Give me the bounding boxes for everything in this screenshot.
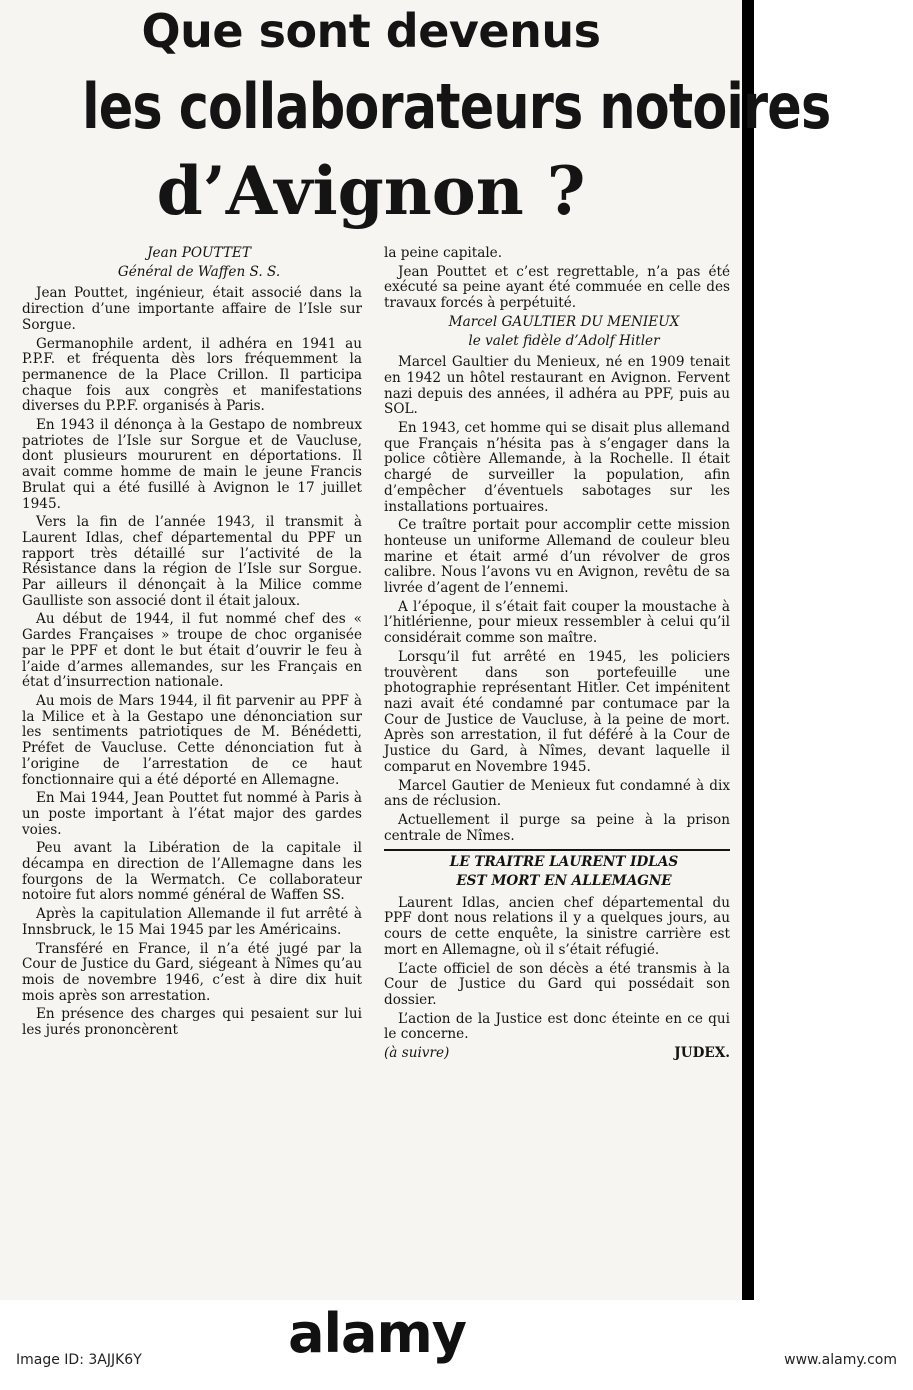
paragraph: Jean Pouttet et c’est regrettable, n’a pas été exécuté sa peine ayant été commuée en celle des travaux forcés à perpétuité. [384,263,730,312]
paragraph: Laurent Idlas, ancien chef départemental du PPF dont nous relations il y a quelques jours, au cours de cette enquête, la sinistre carrière est mort en Allemagne, où il s’était réfugié. [384,894,730,958]
section-divider [384,849,730,851]
paragraph: Peu avant la Libération de la capitale il décampa en direction de l’Allemagne dans les fourgons de la Wermatch. Ce collaborateur notoire fut alors nommé général de Waffen SS. [22,840,362,904]
paragraph: la peine capitale. [384,245,503,261]
paragraph: En présence des charges qui pesaient sur lui les jurés prononcèrent [22,1006,362,1039]
section-subtitle-gaultier: le valet fidèle d’Adolf Hitler [468,332,660,349]
scan-edge [742,0,754,1300]
article-signature [384,1046,730,1062]
paragraph: L’acte officiel de son décès a été transmis à la Cour de Justice du Gard qui possédait son dossier. [384,960,730,1008]
paragraph: Après la capitulation Allemande il fut arrêté à Innsbruck, le 15 Mai 1945 par les Américains. [22,906,362,938]
section-heading-idlas-1: LE TRAITRE LAURENT IDLAS [449,854,679,871]
paragraph: Actuellement il purge sa peine à la prison centrale de Nîmes. [384,811,730,844]
headline-line-2 [0,70,831,143]
image-id-label: Image ID: 3AJJK6Y [16,1352,142,1368]
paragraph: A l’époque, il s’était fait couper la moustache à l’hitlérienne, pour mieux ressembler à celui qu’il considérait comme son maître. [384,598,730,647]
left-column [22,246,362,1042]
right-column [384,246,730,1062]
paragraph: En 1943, cet homme qui se disait plus allemand que Français n’hésita pas à s’engager dans la police côtière Allemande, à la Rochelle. Il était chargé de surveiller la population, afin d’empêcher d’éventuels sabotages sur les installations portuaires. [384,420,730,515]
author-byline: JUDEX. [674,1045,730,1062]
headline-line-1: Que sont devenus [141,4,601,58]
alamy-logo: alamy [288,1302,466,1365]
headline-line-2-text: les collaborateurs notoires [82,70,831,143]
paragraph: Lorsqu’il fut arrêté en 1945, les policiers trouvèrent dans son portefeuille une photographie représentant Hitler. Cet impénitent nazi avait été condamné par contumace par la Cour de Justice de Vaucluse, à la peine de mort. Après son arrestation, il fut déféré à la Cour de Justice du Gard, à Nîmes, devant laquelle il comparut en Novembre 1945. [384,648,730,775]
paragraph: Jean Pouttet, ingénieur, était associé dans la direction d’une importante affaire de l’Isle sur Sorgue. [22,285,362,333]
paragraph: Au début de 1944, il fut nommé chef des « Gardes Françaises » troupe de choc organisée par le PPF et dont le but était d’ouvrir le feu à l’aide d’armes allemandes, sur les Français en état d’insurrection nationale. [22,611,362,691]
paragraph: L’action de la Justice est donc éteinte en ce qui le concerne. [384,1010,730,1043]
headline-line-3: d’Avignon ? [156,152,586,230]
paragraph: Ce traître portait pour accomplir cette mission honteuse un uniforme Allemand de couleur bleu marine et était armé d’un révolver de gros calibre. Nous l’avons vu en Avignon, revêtu de sa livrée d’agent de l’ennemi. [384,517,730,597]
section-name-pouttet: Jean POUTTET [147,245,251,261]
to-be-continued: (à suivre) [384,1045,450,1062]
section-subtitle-pouttet: Général de Waffen S. S. [117,263,281,280]
section-heading-idlas-2: EST MORT EN ALLEMAGNE [456,873,672,890]
paragraph: Vers la fin de l’année 1943, il transmit à Laurent Idlas, chef départemental du PPF un rapport très détaillé sur l’activité de la Résistance dans la région de l’Isle sur Sorgue. Par ailleurs il dénonçait à la Milice comme Gaulliste son associé dont il était jaloux. [22,514,362,609]
paragraph: Marcel Gaultier du Menieux, né en 1909 tenait en 1942 un hôtel restaurant en Avignon. Fervent nazi depuis des années, il adhéra au PPF, puis au SOL. [384,354,730,418]
paragraph: En 1943 il dénonça à la Gestapo de nombreux patriotes de l’Isle sur Sorgue et de Vaucluse, dont plusieurs moururent en déportations. Il avait comme homme de main le jeune Francis Brulat qui a été fusillé à Avignon le 17 juillet 1945. [22,417,362,512]
site-url: www.alamy.com [784,1352,897,1368]
paragraph: Germanophile ardent, il adhéra en 1941 au P.P.F. et fréquenta dès lors fréquemment la permanence de la Place Crillon. Il participa chaque fois aux congrès et manifestations diverses du P.P.F. organisés à Paris. [22,335,362,415]
section-name-gaultier: Marcel GAULTIER DU MENIEUX [448,313,680,330]
paragraph: En Mai 1944, Jean Pouttet fut nommé à Paris à un poste important à l’état major des gardes voies. [22,790,362,838]
paragraph: Transféré en France, il n’a été jugé par la Cour de Justice du Gard, siégeant à Nîmes qu’au mois de novembre 1946, c’est à dire dix huit mois après son arrestation. [22,940,362,1004]
paragraph: Au mois de Mars 1944, il fit parvenir au PPF à la Milice et à la Gestapo une dénonciation sur les sentiments patriotiques de M. Bénédetti, Préfet de Vaucluse. Cette dénonciation fut à l’origine de l’arrestation de ce haut fonctionnaire qui a été déporté en Allemagne. [22,692,362,788]
paragraph: Marcel Gautier de Menieux fut condamné à dix ans de réclusion. [384,777,730,810]
